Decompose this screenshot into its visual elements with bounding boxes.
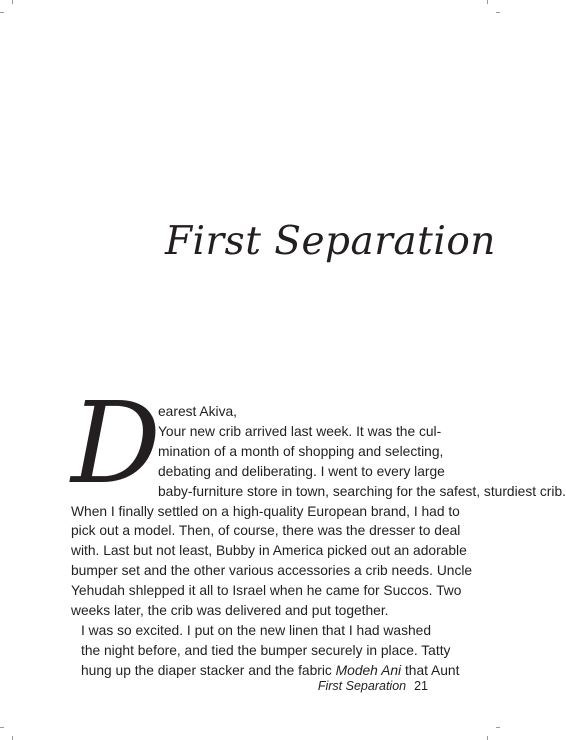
text-line: earest Akiva, bbox=[158, 404, 237, 419]
text-line: weeks later, the crib was delivered and put together. bbox=[71, 603, 389, 619]
text-line: debating and deliberating. I went to every large bbox=[158, 463, 445, 479]
body-text bbox=[71, 379, 566, 681]
second-paragraph bbox=[71, 621, 460, 681]
text-line: bumper set and the other various accessories a crib needs. Uncle bbox=[71, 563, 473, 579]
crop-mark-bottom-left-vertical bbox=[12, 736, 13, 740]
text-line: pick out a model. Then, of course, there was the dresser to deal bbox=[71, 523, 461, 539]
text-line: baby-furniture store in town, searching for the safest, sturdiest crib. bbox=[158, 483, 566, 499]
text-line: I was so excited. I put on the new linen that I had washed bbox=[81, 622, 431, 638]
crop-mark-top-left bbox=[0, 12, 4, 13]
crop-mark-top-right bbox=[496, 12, 500, 13]
drop-cap: D bbox=[71, 379, 161, 509]
crop-mark-top-left-vertical bbox=[12, 0, 13, 4]
crop-mark-top-right-vertical bbox=[487, 0, 488, 4]
running-head: First Separation bbox=[317, 679, 407, 693]
text-line: When I finally settled on a high-quality European brand, I had to bbox=[71, 503, 460, 519]
page-number: 21 bbox=[414, 679, 428, 693]
text-line: mination of a month of shopping and selecting, bbox=[158, 443, 444, 459]
page-footer bbox=[318, 679, 428, 693]
crop-mark-bottom-right-vertical bbox=[487, 736, 488, 740]
text-line: Yehudah shlepped it all to Israel when he came for Succos. Two bbox=[71, 583, 462, 599]
text-run: hung up the diaper stacker and the fabric bbox=[81, 662, 336, 678]
text-line: with. Last but not least, Bubby in America picked out an adorable bbox=[71, 543, 467, 559]
text-line: the night before, and tied the bumper securely in place. Tatty bbox=[81, 642, 451, 658]
crop-mark-bottom-right bbox=[496, 727, 500, 728]
text-line-with-italic bbox=[71, 661, 460, 681]
text-line: Your new crib arrived last week. It was the cul- bbox=[158, 423, 442, 439]
chapter-title: First Separation bbox=[165, 219, 496, 264]
crop-mark-bottom-left bbox=[0, 727, 4, 728]
text-run: that Aunt bbox=[401, 662, 460, 678]
italic-title: Modeh Ani bbox=[335, 662, 402, 678]
